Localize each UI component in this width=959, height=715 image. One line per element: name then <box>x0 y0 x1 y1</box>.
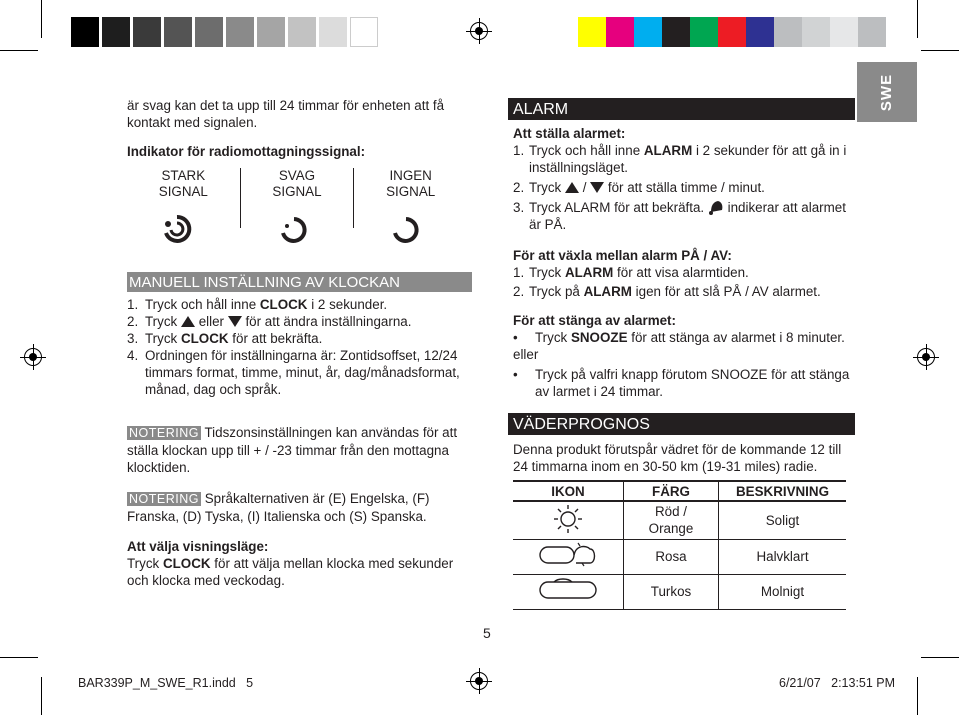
list-item: 2. Tryck / för att ställa timme / minut. <box>513 180 765 195</box>
no-signal-icon <box>391 216 419 244</box>
down-arrow-icon <box>228 316 242 327</box>
table-row <box>513 501 846 539</box>
up-arrow-icon <box>565 182 579 193</box>
up-arrow-icon <box>181 316 195 327</box>
manual-steps <box>127 296 472 398</box>
footer-timestamp: 6/21/07 2:13:51 PM <box>779 676 896 690</box>
signal-label: INGEN <box>389 168 432 183</box>
table-header: IKON <box>513 481 624 501</box>
table-cell: Turkos <box>624 574 719 609</box>
list-item: 4. Ordningen för inställningarna är: Zontidsoffset, 12/24 timmars format, timme, minut, år, dag/månadsformat, månad, dag och språk. <box>127 348 460 397</box>
partly-cloudy-icon <box>538 542 598 568</box>
table-row <box>513 539 846 574</box>
table-cell: Soligt <box>719 501 847 539</box>
crop-mark <box>0 50 38 51</box>
table-row <box>513 574 846 609</box>
crop-mark <box>41 677 42 715</box>
weather-description: Denna produkt förutspår vädret för de kommande 12 till 24 timmarna inom en 30-50 km (19-31 miles) radie. <box>513 442 842 474</box>
registration-mark-icon <box>917 348 935 366</box>
list-item: 1. Tryck och håll inne ALARM i 2 sekunder för att gå in i inställningsläget. <box>513 143 847 175</box>
crop-mark <box>41 0 42 38</box>
set-alarm-heading: Att ställa alarmet: <box>513 126 626 141</box>
crop-mark <box>921 657 959 658</box>
crop-mark <box>917 677 918 715</box>
gray-swatch <box>226 17 254 47</box>
table-cell: Halvklart <box>719 539 847 574</box>
color-swatch <box>690 17 718 47</box>
list-item: • Tryck SNOOZE för att stänga av alarmet i 8 minuter. <box>513 330 845 345</box>
set-alarm-steps <box>513 142 858 233</box>
color-swatch <box>606 17 634 47</box>
list-item: 3. Tryck ALARM för att bekräfta. indikerar att alarmet är PÅ. <box>513 200 846 232</box>
gray-swatch <box>195 17 223 47</box>
gray-swatch <box>257 17 285 47</box>
or-text: eller <box>513 347 539 362</box>
color-swatch <box>662 17 690 47</box>
alarm-section-title: ALARM <box>513 101 569 118</box>
footer-filename: BAR339P_M_SWE_R1.indd 5 <box>78 676 254 690</box>
weather-section-header <box>508 413 855 435</box>
signal-label: STARK <box>161 168 206 183</box>
sunny-icon <box>553 504 583 534</box>
bell-icon <box>708 199 724 215</box>
stop-alarm-heading: För att stänga av alarmet: <box>513 313 676 328</box>
language-side-tab <box>857 62 917 122</box>
table-cell: Rosa <box>624 539 719 574</box>
weather-table <box>513 480 846 610</box>
gray-swatch <box>164 17 192 47</box>
weather-section-title: VÄDERPROGNOS <box>513 416 650 433</box>
stop-alarm-text <box>513 329 858 400</box>
toggle-alarm-steps <box>513 264 858 300</box>
list-item: 2. Tryck på ALARM igen för att slå PÅ / AV alarmet. <box>513 284 821 299</box>
note-tag: NOTERING <box>129 492 199 506</box>
crop-mark <box>917 0 918 38</box>
note-timezone: NOTERING Tidszonsinställningen kan användas för att ställa klockan upp till + / -23 timmar från den mottagna klocktiden. <box>127 425 458 475</box>
gray-swatch <box>102 17 130 47</box>
signal-label: SIGNAL <box>272 184 322 199</box>
table-header: FÄRG <box>624 481 719 501</box>
signal-label: SIGNAL <box>386 184 436 199</box>
registration-mark-icon <box>470 22 488 40</box>
registration-mark-icon <box>24 348 42 366</box>
crop-mark <box>0 657 38 658</box>
note-language: NOTERING Språkalternativen är (E) Engelska, (F) Franska, (D) Tyska, (I) Italienska och (S) Spanska. <box>127 491 430 524</box>
gray-swatch <box>288 17 316 47</box>
signal-heading: Indikator för radiomottagningssignal: <box>127 144 366 159</box>
display-mode-text: Tryck CLOCK för att välja mellan klocka med sekunder och klocka med veckodag. <box>127 556 454 588</box>
crop-mark <box>921 50 959 51</box>
registration-mark-icon <box>470 672 488 690</box>
list-item: 3. Tryck CLOCK för att bekräfta. <box>127 331 323 346</box>
manual-section-title: MANUELL INSTÄLLNING AV KLOCKAN <box>129 274 400 291</box>
weak-signal-icon <box>279 216 307 244</box>
list-item: 1. Tryck ALARM för att visa alarmtiden. <box>513 265 749 280</box>
table-cell: Röd / Orange <box>624 501 719 539</box>
color-swatch <box>802 17 830 47</box>
gray-swatch <box>71 17 99 47</box>
table-header: BESKRIVNING <box>719 481 847 501</box>
intro-text: är svag kan det ta upp till 24 timmar för enheten att få kontakt med signalen. <box>127 98 445 130</box>
color-swatch <box>830 17 858 47</box>
manual-section-header <box>127 272 472 292</box>
color-swatch <box>858 17 886 47</box>
gray-swatch <box>350 17 378 47</box>
alarm-section-header <box>508 98 855 120</box>
cloudy-icon <box>538 577 598 603</box>
down-arrow-icon <box>590 182 604 193</box>
toggle-alarm-heading: För att växla mellan alarm PÅ / AV: <box>513 248 732 263</box>
gray-swatch <box>319 17 347 47</box>
list-item: 1. Tryck och håll inne CLOCK i 2 sekunder. <box>127 297 388 312</box>
color-swatch <box>718 17 746 47</box>
color-swatch <box>746 17 774 47</box>
color-swatch <box>774 17 802 47</box>
list-item: • Tryck på valfri knapp förutom SNOOZE för att stänga av larmet i 24 timmar. <box>513 367 850 399</box>
gray-swatch <box>133 17 161 47</box>
color-swatch <box>578 17 606 47</box>
table-cell: Molnigt <box>719 574 847 609</box>
signal-label: SVAG <box>278 168 316 183</box>
display-mode-heading: Att välja visningsläge: <box>127 539 269 554</box>
page-number: 5 <box>483 625 491 641</box>
strong-signal-icon <box>162 214 192 244</box>
color-swatch <box>634 17 662 47</box>
note-tag: NOTERING <box>129 426 199 440</box>
side-tab-label: SWE <box>878 73 896 111</box>
signal-label: SIGNAL <box>158 184 208 199</box>
list-item: 2. Tryck eller för att ändra inställningarna. <box>127 314 412 329</box>
